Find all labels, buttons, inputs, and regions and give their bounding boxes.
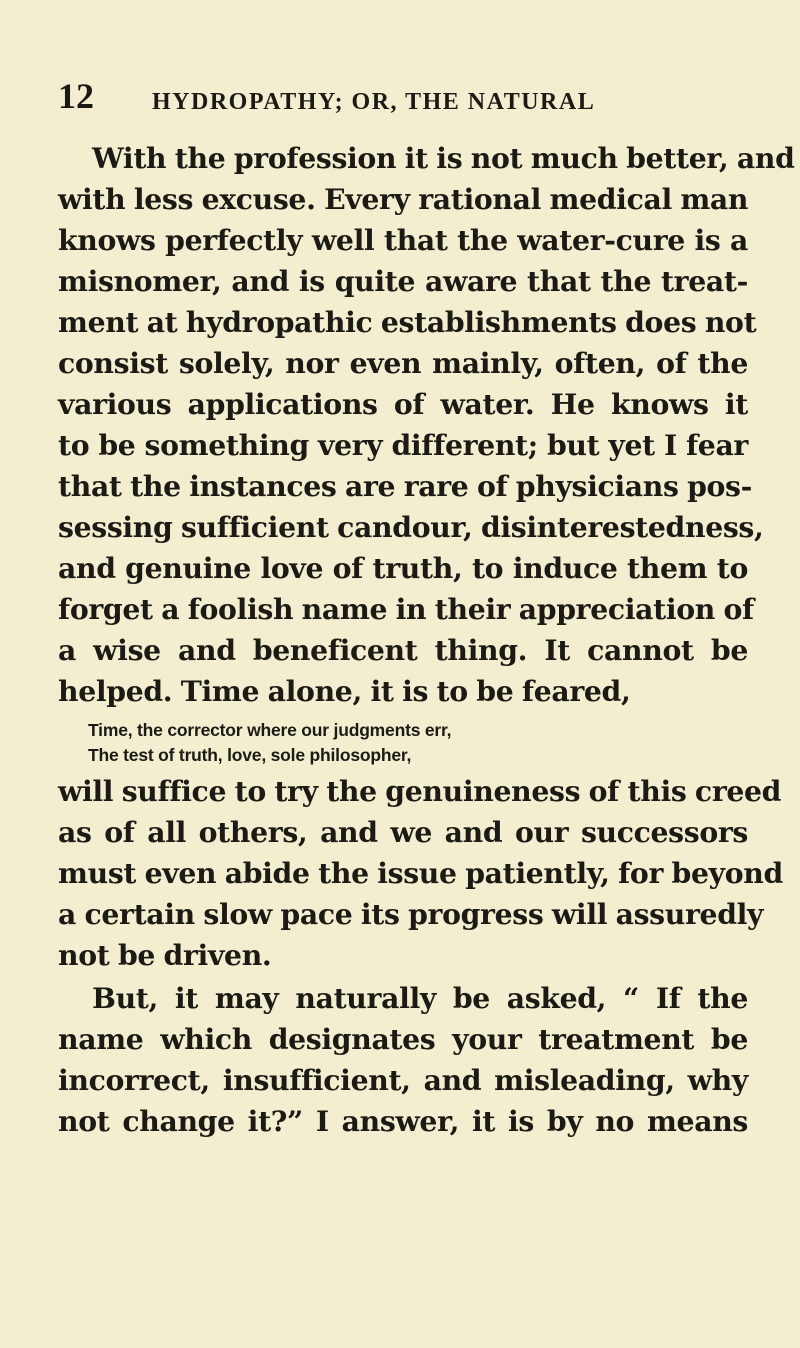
text-line: misnomer, and is quite aware that the treat- xyxy=(58,264,748,298)
running-head xyxy=(58,78,748,122)
text-line: with less excuse. Every rational medical man xyxy=(58,182,749,216)
verse-quotation xyxy=(88,718,688,768)
text-line: that the instances are rare of physicians pos- xyxy=(58,469,753,503)
text-line: various applications of water. He knows it xyxy=(58,387,748,421)
running-title: HYDROPATHY; OR, THE NATURAL xyxy=(152,89,596,115)
text-line: a wise and beneficent thing. It cannot be xyxy=(58,633,748,667)
text-line: not change it?” I answer, it is by no means xyxy=(58,1104,748,1138)
paragraph-1 xyxy=(58,138,795,712)
text-line: will suffice to try the genuineness of this creed xyxy=(58,774,782,808)
paragraph-3 xyxy=(58,978,748,1142)
verse-line: Time, the corrector where our judgments err, xyxy=(88,720,452,740)
text-line: incorrect, insufficient, and misleading, why xyxy=(58,1063,748,1097)
text-line: ment at hydropathic establishments does not xyxy=(58,305,757,339)
text-line: consist solely, nor even mainly, often, of the xyxy=(58,346,748,380)
text-line: a certain slow pace its progress will assuredly xyxy=(58,897,764,931)
text-line: as of all others, and we and our successors xyxy=(58,815,748,849)
page-number: 12 xyxy=(58,76,94,116)
text-line: name which designates your treatment be xyxy=(58,1022,748,1056)
text-line: forget a foolish name in their appreciation of xyxy=(58,592,754,626)
text-line: to be something very different; but yet I fear xyxy=(58,428,748,462)
text-line: With the profession it is not much better, and xyxy=(92,141,795,175)
paragraph-2 xyxy=(58,771,783,976)
text-line: must even abide the issue patiently, for beyond xyxy=(58,856,783,890)
text-line: But, it may naturally be asked, “ If the xyxy=(92,981,748,1015)
text-line: helped. Time alone, it is to be feared, xyxy=(58,674,631,708)
text-line: knows perfectly well that the water-cure is a xyxy=(58,223,748,257)
text-line: not be driven. xyxy=(58,938,272,972)
text-line: sessing sufficient candour, disinterestedness, xyxy=(58,510,764,544)
text-line: and genuine love of truth, to induce them to xyxy=(58,551,748,585)
verse-line: The test of truth, love, sole philosopher, xyxy=(88,745,412,765)
